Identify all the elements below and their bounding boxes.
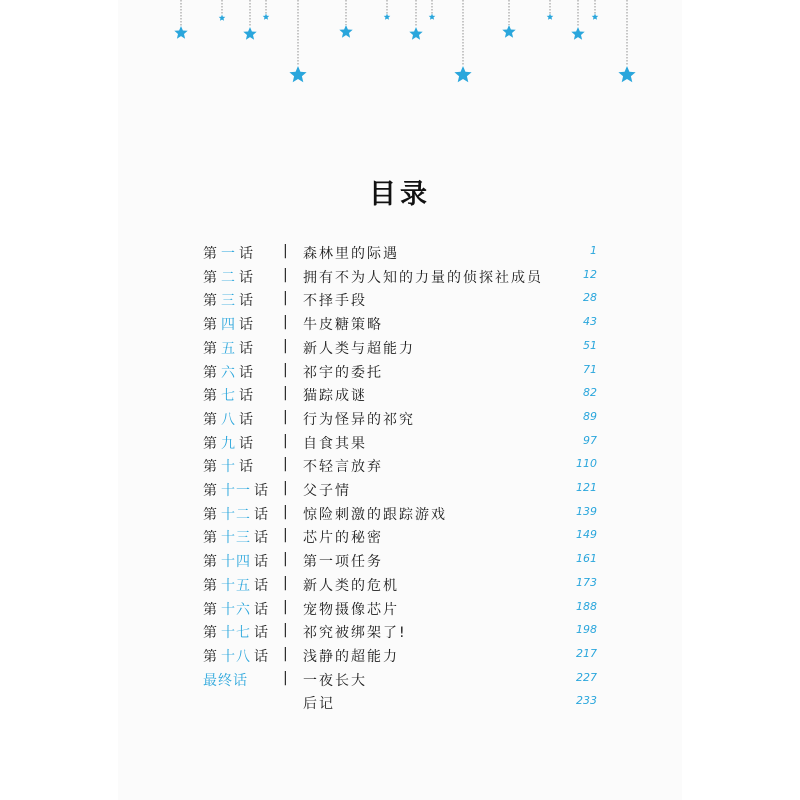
- chapter-prefix: 第: [203, 293, 218, 310]
- hanging-star-icon: [547, 14, 554, 20]
- toc-entry[interactable]: [0, 551, 800, 575]
- toc-entry[interactable]: [0, 385, 800, 409]
- chapter-suffix: 话: [254, 601, 269, 618]
- page-number: 121: [576, 481, 597, 494]
- chapter-number: 九: [221, 435, 236, 452]
- toc-entry[interactable]: [0, 456, 800, 480]
- chapter-prefix: 第: [203, 601, 218, 618]
- chapter-number: 十: [221, 459, 236, 476]
- page-number: 71: [583, 362, 597, 376]
- page-number: 188: [576, 599, 597, 613]
- chapter-suffix: 话: [239, 340, 254, 357]
- chapter-title: 猫踪成谜: [303, 388, 367, 405]
- page-number: 1: [590, 244, 597, 257]
- hanging-star-icon: [592, 14, 599, 20]
- chapter-label: [203, 504, 269, 524]
- page-number: 198: [576, 623, 597, 637]
- chapter-label: [203, 622, 269, 642]
- separator: |: [283, 574, 288, 591]
- chapter-label: [203, 575, 269, 595]
- chapter-number: 六: [221, 364, 236, 381]
- toc-entry[interactable]: [0, 480, 800, 504]
- chapter-title: 父子情: [303, 483, 351, 499]
- chapter-prefix: 第: [203, 648, 218, 665]
- page-number: 89: [583, 409, 597, 423]
- hanging-star-icon: [289, 66, 306, 82]
- page-number: 28: [583, 291, 597, 305]
- chapter-title: 森林里的际遇: [303, 246, 399, 262]
- separator: |: [283, 385, 288, 402]
- chapter-suffix: 话: [239, 388, 254, 405]
- toc-entry[interactable]: [0, 527, 800, 551]
- chapter-label: [203, 456, 254, 476]
- chapter-prefix: 第: [203, 340, 218, 357]
- chapter-title: 惊险刺激的跟踪游戏: [303, 506, 447, 523]
- chapter-suffix: 话: [254, 577, 269, 594]
- chapter-label: [203, 599, 269, 619]
- chapter-title: 行为怪异的祁究: [303, 411, 415, 428]
- chapter-number: 八: [221, 411, 236, 428]
- chapter-suffix: 话: [254, 554, 269, 571]
- toc-entry[interactable]: [0, 362, 800, 386]
- hanging-star-icon: [174, 26, 187, 39]
- hanging-star-icon: [263, 14, 270, 20]
- chapter-prefix: 第: [203, 483, 218, 499]
- separator: |: [283, 243, 288, 259]
- toc-entry[interactable]: [0, 599, 800, 623]
- chapter-prefix: 第: [203, 411, 218, 428]
- page-number: 139: [576, 504, 597, 518]
- toc-entry[interactable]: [0, 267, 800, 291]
- hanging-star-icon: [502, 25, 515, 38]
- chapter-suffix: 话: [239, 435, 254, 452]
- hanging-star-icon: [454, 66, 471, 82]
- toc-entry[interactable]: [0, 575, 800, 599]
- chapter-label: [203, 267, 254, 287]
- chapter-title: 新人类与超能力: [303, 340, 415, 357]
- chapter-prefix: 第: [203, 459, 218, 476]
- toc-entry[interactable]: [0, 504, 800, 528]
- chapter-prefix: 第: [203, 246, 218, 262]
- chapter-number: 十四: [221, 554, 251, 571]
- toc-entry[interactable]: [0, 409, 800, 433]
- chapter-suffix: 话: [239, 246, 254, 262]
- chapter-prefix: 第: [203, 625, 218, 642]
- chapter-number: 十五: [221, 577, 251, 594]
- page-number: 51: [583, 338, 597, 352]
- chapter-suffix: 话: [239, 364, 254, 381]
- chapter-label: [203, 314, 254, 334]
- hanging-star-icon: [243, 27, 256, 40]
- chapter-number: 三: [221, 293, 236, 310]
- chapter-number: 十七: [221, 625, 251, 642]
- chapter-suffix: 话: [254, 530, 269, 547]
- chapter-suffix: 话: [254, 506, 269, 523]
- chapter-title: 后记: [303, 696, 335, 713]
- page-number: 43: [583, 315, 597, 329]
- page-number: 217: [576, 646, 597, 660]
- separator: |: [283, 361, 288, 378]
- chapter-prefix: 第: [203, 269, 218, 286]
- chapter-number: 十一: [221, 483, 251, 499]
- chapter-prefix: 第: [203, 317, 218, 334]
- toc-entry[interactable]: [0, 314, 800, 338]
- chapter-number: 十六: [221, 601, 251, 618]
- separator: |: [283, 598, 288, 615]
- separator: |: [283, 480, 288, 496]
- toc-entry[interactable]: [0, 622, 800, 646]
- separator: |: [283, 503, 288, 520]
- toc-entry[interactable]: [0, 338, 800, 362]
- chapter-title: 牛皮糖策略: [303, 317, 383, 334]
- chapter-title: 芯片的秘密: [303, 530, 383, 547]
- chapter-prefix: 第: [203, 506, 218, 523]
- chapter-label: [203, 290, 254, 310]
- separator: |: [283, 337, 288, 354]
- chapter-suffix: 话: [254, 648, 269, 665]
- toc-entry[interactable]: [0, 646, 800, 670]
- chapter-title: 不轻言放弃: [303, 459, 383, 476]
- hanging-stars-decoration: [0, 0, 800, 100]
- chapter-prefix: 第: [203, 388, 218, 405]
- chapter-label: [203, 362, 254, 382]
- chapter-title: 一夜长大: [303, 672, 367, 689]
- chapter-number: 一: [221, 246, 236, 262]
- separator: |: [283, 290, 288, 307]
- chapter-suffix: 话: [239, 411, 254, 428]
- chapter-label: 最终话: [203, 672, 248, 689]
- chapter-prefix: 第: [203, 530, 218, 547]
- chapter-label: [203, 433, 254, 453]
- chapter-label: [203, 551, 269, 571]
- chapter-label: [203, 243, 254, 263]
- chapter-suffix: 话: [239, 459, 254, 476]
- chapter-suffix: 话: [254, 625, 269, 642]
- separator: |: [283, 456, 288, 473]
- page-number: 97: [583, 433, 597, 447]
- chapter-prefix: 第: [203, 577, 218, 594]
- hanging-star-icon: [339, 25, 352, 38]
- separator: |: [283, 408, 288, 425]
- chapter-title: 不择手段: [303, 293, 367, 310]
- chapter-label: [203, 480, 269, 500]
- chapter-number: 七: [221, 388, 236, 405]
- toc-entry[interactable]: [0, 433, 800, 457]
- chapter-label: [203, 385, 254, 405]
- chapter-prefix: 第: [203, 364, 218, 381]
- page-number: 149: [576, 528, 597, 542]
- toc-entry[interactable]: [0, 290, 800, 314]
- chapter-title: 拥有不为人知的力量的侦探社成员: [303, 269, 543, 286]
- toc-entry[interactable]: [0, 693, 800, 717]
- separator: |: [283, 669, 288, 686]
- chapter-number: 十三: [221, 530, 251, 547]
- page-title: 目录: [369, 179, 431, 210]
- separator: |: [283, 314, 288, 331]
- hanging-star-icon: [618, 66, 635, 82]
- chapter-prefix: 第: [203, 554, 218, 571]
- page-number: 161: [576, 552, 597, 566]
- chapter-title: 浅静的超能力: [303, 648, 399, 665]
- separator: |: [283, 432, 288, 449]
- chapter-prefix: 第: [203, 435, 218, 452]
- chapter-number: 五: [221, 340, 236, 357]
- chapter-suffix: 话: [239, 269, 254, 286]
- chapter-title: 自食其果: [303, 435, 367, 452]
- toc-entry[interactable]: [0, 243, 800, 267]
- chapter-suffix: 话: [254, 483, 269, 499]
- chapter-number: 四: [221, 317, 236, 334]
- page-number: 233: [576, 694, 597, 708]
- chapter-title: 祁宇的委托: [303, 364, 383, 381]
- page-number: 110: [576, 457, 597, 471]
- chapter-suffix: 话: [239, 293, 254, 310]
- page-number: 82: [583, 386, 597, 400]
- page-number: 12: [583, 267, 597, 281]
- chapter-title: 宠物摄像芯片: [303, 601, 399, 618]
- chapter-title: 新人类的危机: [303, 577, 399, 594]
- hanging-star-icon: [219, 15, 226, 21]
- hanging-star-icon: [429, 14, 436, 20]
- chapter-number: 二: [221, 269, 236, 286]
- chapter-label: [203, 338, 254, 358]
- chapter-title: 第一项任务: [303, 554, 383, 571]
- page-number: 173: [576, 575, 597, 589]
- chapter-title: 祁究被绑架了!: [303, 625, 407, 642]
- chapter-number: 十二: [221, 506, 251, 523]
- chapter-label: [203, 527, 269, 547]
- separator: |: [283, 622, 288, 639]
- hanging-star-icon: [571, 27, 584, 40]
- separator: |: [283, 645, 288, 662]
- separator: |: [283, 266, 288, 283]
- hanging-star-icon: [384, 14, 391, 20]
- chapter-label: [203, 409, 254, 429]
- chapter-number: 十八: [221, 648, 251, 665]
- hanging-star-icon: [409, 27, 422, 40]
- chapter-label: [203, 646, 269, 666]
- chapter-suffix: 话: [239, 317, 254, 334]
- separator: |: [283, 551, 288, 568]
- page-number: 227: [576, 670, 597, 684]
- toc-entry[interactable]: [0, 670, 800, 694]
- separator: |: [283, 527, 288, 544]
